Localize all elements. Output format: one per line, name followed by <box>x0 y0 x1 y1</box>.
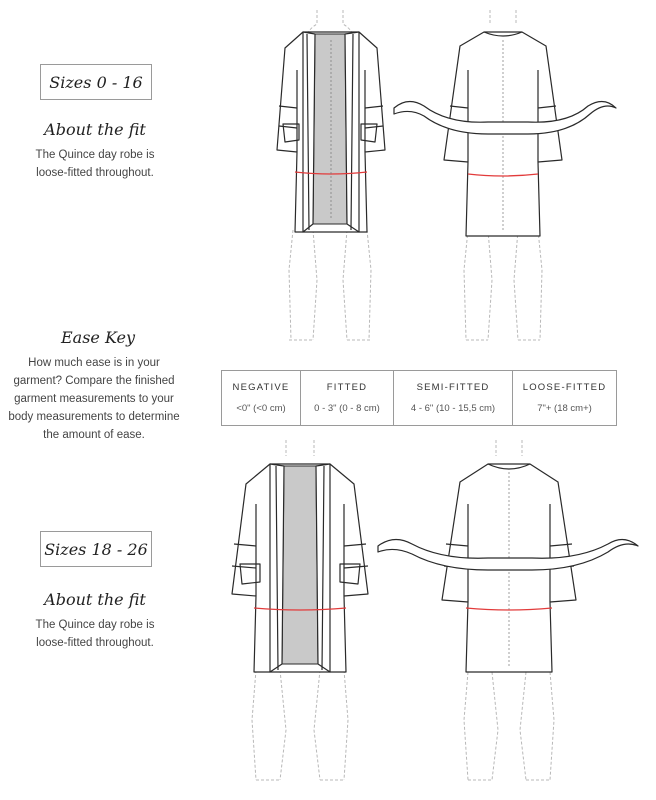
fit-text-line: The Quince day robe is <box>35 149 155 161</box>
ease-column-title: FITTED <box>326 382 368 393</box>
ease-cell-negative <box>222 371 301 426</box>
fit-text-line: loose-fitted throughout. <box>36 637 154 649</box>
robe-back-illustration-small <box>388 10 628 350</box>
robe-front-illustration-large <box>220 440 380 790</box>
size-range-label-18-26: Sizes 18 - 26 <box>40 531 152 567</box>
ease-text-line: garment? Compare the finished <box>13 375 175 387</box>
ease-column-value: 4 - 6" (10 - 15,5 cm) <box>410 403 496 414</box>
ease-key-heading: Ease Key <box>60 328 135 347</box>
ease-column-title: LOOSE-FITTED <box>522 382 607 393</box>
ease-text-line: body measurements to determine <box>8 411 180 423</box>
about-fit-text <box>20 616 170 652</box>
about-fit-heading: About the fit <box>44 590 146 609</box>
ease-text-line: garment measurements to your <box>14 393 174 405</box>
ease-column-title: NEGATIVE <box>232 382 290 393</box>
ease-text-line: How much ease is in your <box>28 357 160 369</box>
ease-column-title: SEMI-FITTED <box>416 382 490 393</box>
about-fit-text <box>20 146 170 182</box>
ease-key-table <box>221 370 617 426</box>
size-range-label-0-16: Sizes 0 - 16 <box>40 64 152 100</box>
about-fit-heading: About the fit <box>44 120 146 139</box>
ease-column-value: <0" (<0 cm) <box>236 403 286 414</box>
ease-cell-loose-fitted <box>513 371 617 426</box>
ease-column-value: 0 - 3" (0 - 8 cm) <box>314 403 380 414</box>
ease-cell-semi-fitted <box>394 371 513 426</box>
ease-text-line: the amount of ease. <box>43 429 145 441</box>
robe-front-illustration-small <box>255 10 405 350</box>
fit-text-line: The Quince day robe is <box>35 619 155 631</box>
ease-cell-fitted <box>301 371 394 426</box>
ease-key-description <box>8 354 180 444</box>
fit-text-line: loose-fitted throughout. <box>36 167 154 179</box>
ease-column-value: 7"+ (18 cm+) <box>537 403 592 414</box>
robe-back-illustration-large <box>372 440 642 790</box>
